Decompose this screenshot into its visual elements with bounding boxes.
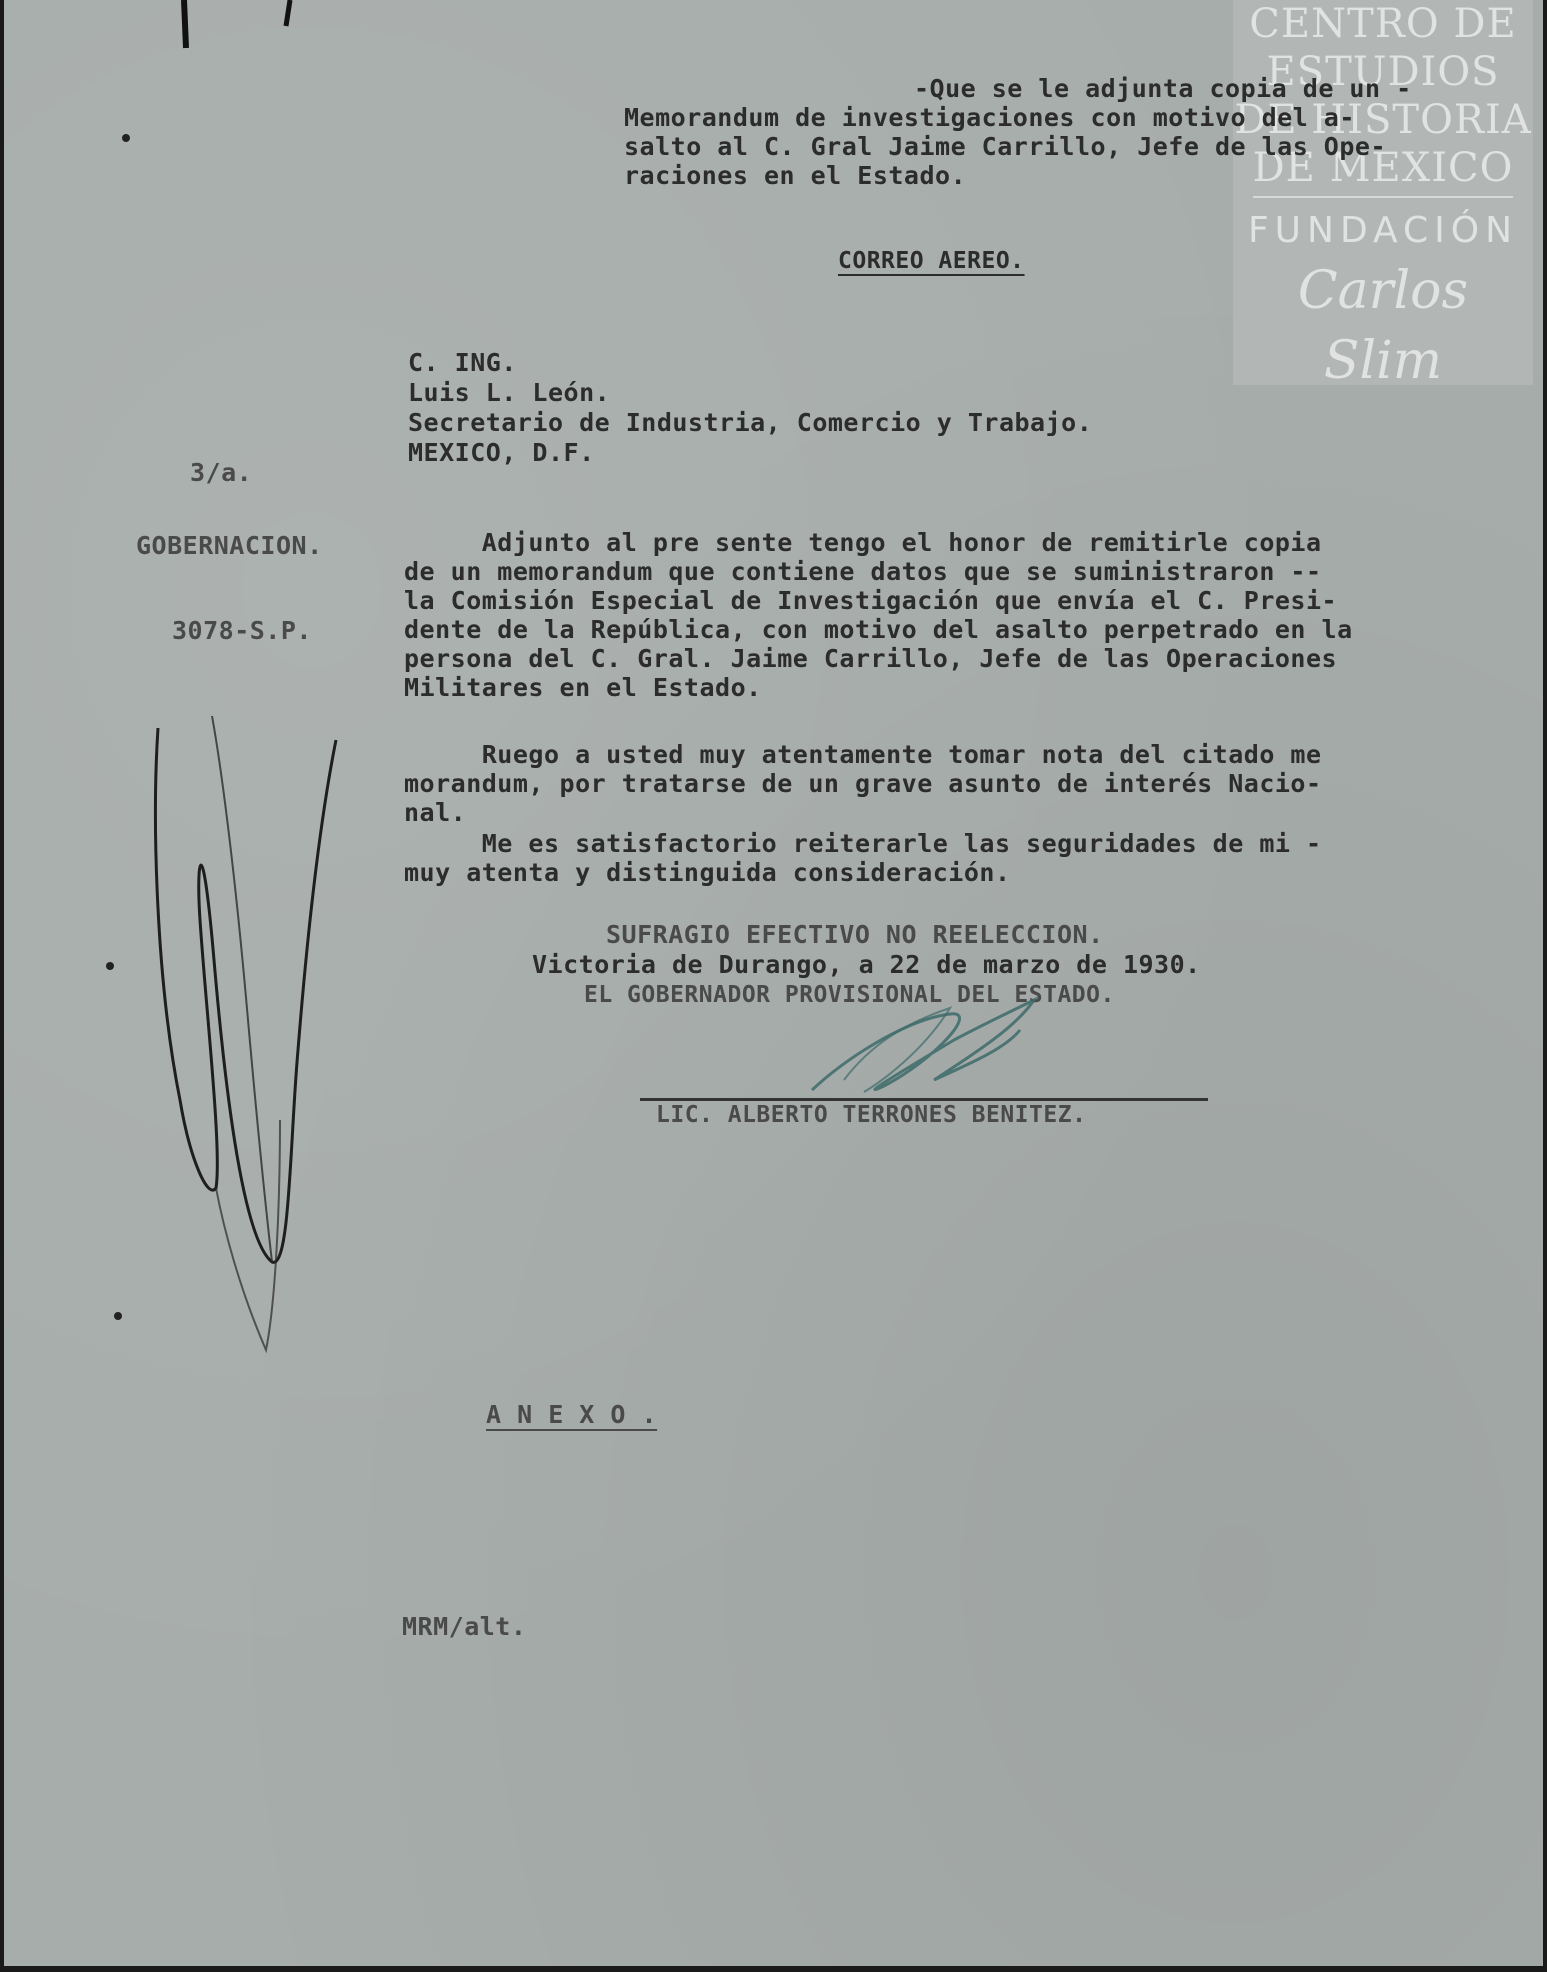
watermark-foundation: FUNDACIÓN — [1247, 210, 1519, 251]
watermark-line-1: CENTRO DE — [1249, 1, 1517, 47]
body-p2-line-1: Ruego a usted muy atentamente tomar nota del citado me — [404, 740, 1322, 769]
signatory-name: LIC. ALBERTO TERRONES BENITEZ. — [656, 1102, 1087, 1128]
top-ink-mark-2 — [286, 0, 290, 26]
margin-ref-2: GOBERNACION. — [136, 531, 323, 560]
typist-initials: MRM/alt. — [402, 1612, 527, 1641]
body-p1-line-5: persona del C. Gral. Jaime Carrillo, Jefe de las Operaciones — [404, 644, 1338, 673]
body-p2-line-2: morandum, por tratarse de un grave asunto de interés Nacio- — [404, 769, 1322, 798]
closing-place-date: Victoria de Durango, a 22 de marzo de 1930. — [532, 950, 1201, 979]
watermark-line-3: DE HISTORIA — [1234, 97, 1532, 143]
margin-ref-1: 3/a. — [190, 458, 253, 487]
watermark-line-4: DE MEXICO — [1252, 145, 1514, 191]
handwritten-marks — [4, 0, 1543, 1966]
top-ink-mark-1 — [184, 0, 186, 48]
subject-line-4: raciones en el Estado. — [624, 161, 967, 190]
closing-office: EL GOBERNADOR PROVISIONAL DEL ESTADO. — [584, 982, 1115, 1008]
watermark-line-2: ESTUDIOS — [1266, 49, 1500, 95]
body-p2-line-3: nal. — [404, 798, 467, 827]
subject-line-1: -Que se le adjunta copia de un - — [914, 74, 1412, 103]
pencil-margin-tail — [216, 1120, 280, 1350]
recipient-city: MEXICO, D.F. — [408, 438, 595, 467]
body-p1-line-4: dente de la República, con motivo del asalto perpetrado en la — [404, 615, 1353, 644]
annex-label: A N E X O . — [486, 1400, 658, 1429]
ink-speck-3 — [114, 1312, 122, 1320]
subject-line-3: salto al C. Gral Jaime Carrillo, Jefe de las Ope- — [624, 132, 1387, 161]
closing-motto: SUFRAGIO EFECTIVO NO REELECCION. — [606, 920, 1104, 949]
recipient-name: Luis L. León. — [408, 378, 611, 407]
body-p1-line-1: Adjunto al pre sente tengo el honor de remitirle copia — [404, 528, 1322, 557]
signature-scribble — [812, 1000, 1034, 1090]
subject-line-2: Memorandum de investigaciones con motivo del a- — [624, 103, 1355, 132]
body-p1-line-6: Militares en el Estado. — [404, 673, 762, 702]
ink-speck-2 — [106, 962, 114, 970]
body-p3-line-2: muy atenta y distinguida consideración. — [404, 858, 1011, 887]
body-p1-line-2: de un memorandum que contiene datos que se suministraron -- — [404, 557, 1322, 586]
mail-type: CORREO AEREO. — [838, 248, 1025, 274]
ink-speck-1 — [122, 134, 130, 142]
body-p3-line-1: Me es satisfactorio reiterarle las seguridades de mi - — [404, 829, 1322, 858]
recipient-title: C. ING. — [408, 348, 517, 377]
body-p1-line-3: la Comisión Especial de Investigación que envía el C. Presi- — [404, 586, 1338, 615]
document-page — [4, 0, 1543, 1966]
margin-ref-3: 3078-S.P. — [172, 616, 312, 645]
recipient-position: Secretario de Industria, Comercio y Trabajo. — [408, 408, 1093, 437]
watermark-signature: Carlos Slim — [1297, 261, 1469, 391]
